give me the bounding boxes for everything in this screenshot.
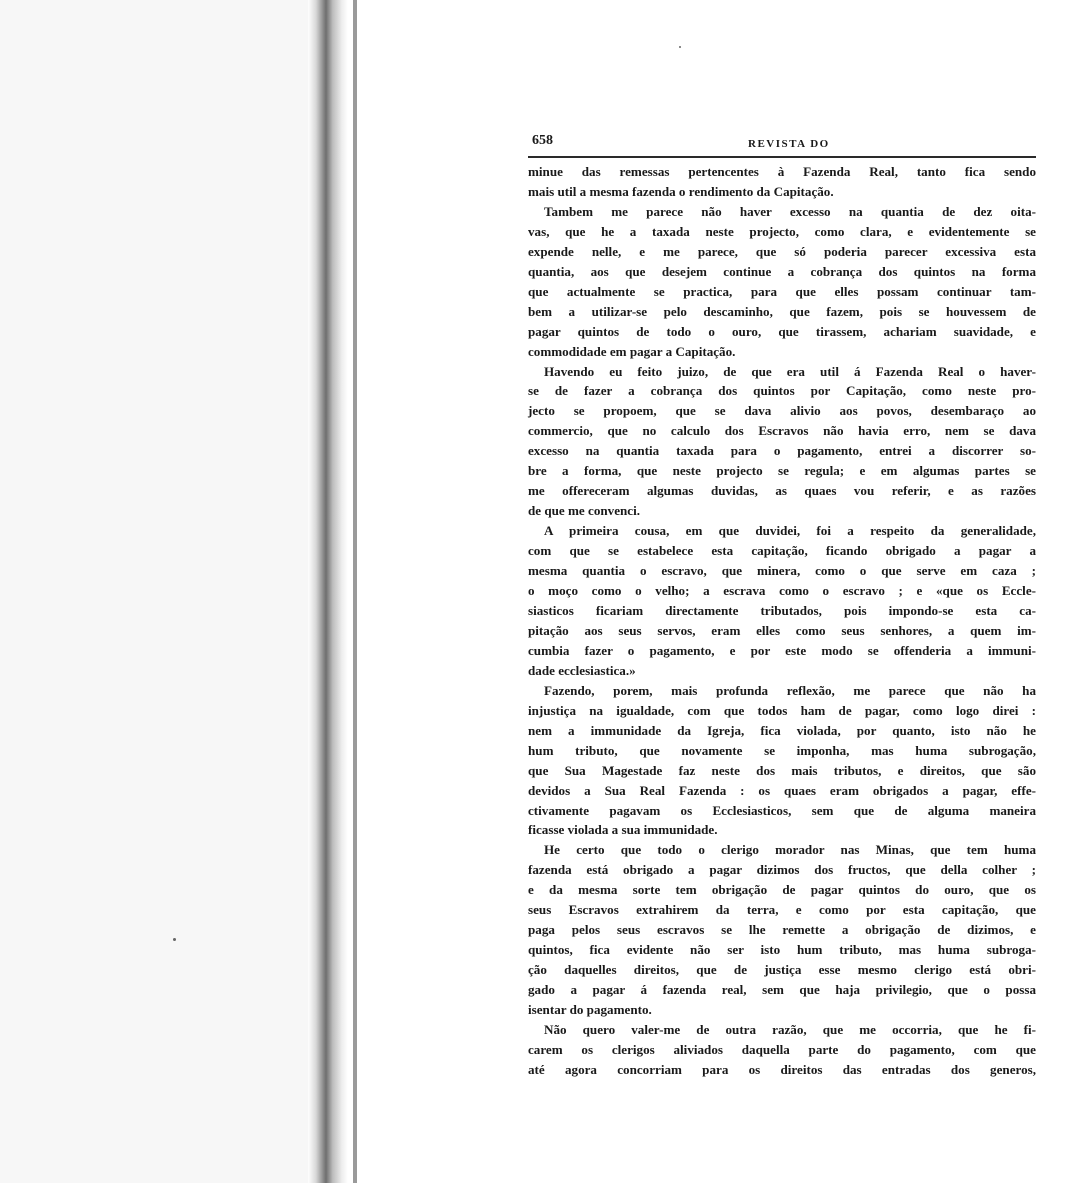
text-line: me offereceram algumas duvidas, as quaes vou referir, e as razões [528, 483, 1036, 499]
header-rule [528, 156, 1036, 158]
text-line: bem a utilizar-se pelo descaminho, que fazem, pois se houvessem de [528, 303, 1036, 319]
text-line: o moço como o velho; a escrava como o escravo ; e «que os Eccle- [528, 583, 1036, 599]
text-line: Não quero valer-me de outra razão, que me occorria, que he fi- [544, 1021, 1036, 1037]
text-line: de que me convenci. [528, 503, 641, 519]
text-line: carem os clerigos aliviados daquella parte do pagamento, com que [528, 1041, 1036, 1057]
text-line: gado a pagar á fazenda real, sem que haja privilegio, que o possa [528, 982, 1036, 998]
text-line: dade ecclesiastica.» [528, 662, 636, 678]
scan-speck [173, 938, 176, 941]
blank-left-page [0, 0, 318, 1183]
text-line: quantia, aos que desejem continue a cobrança dos quintos na forma [528, 263, 1036, 279]
text-line: seus Escravos extrahirem da terra, e como por esta capitação, que [528, 902, 1036, 918]
page-number: 658 [532, 133, 553, 148]
text-line: ção daquelles direitos, que de justiça esse mesmo clerigo está obri- [528, 962, 1036, 978]
text-line: bre a forma, que neste projecto se regula; e em algumas partes se [528, 463, 1036, 479]
text-line: minue das remessas pertencentes à Fazenda Real, tanto fica sendo [528, 164, 1036, 179]
scan-speck [679, 46, 681, 48]
text-line: cumbia fazer o pagamento, e por este modo se offenderia a immuni- [528, 642, 1036, 658]
text-line: Fazendo, porem, mais profunda reflexão, me parece que não ha [544, 682, 1036, 698]
book-gutter-shadow [308, 0, 348, 1183]
text-line: Tambem me parece não haver excesso na quantia de dez oita- [544, 203, 1036, 219]
text-line: nem a immunidade da Igreja, fica violada, por quanto, isto não he [528, 722, 1036, 738]
text-line: pitação aos seus servos, eram elles como seus senhores, a quem im- [528, 622, 1036, 638]
text-line: He certo que todo o clerigo morador nas Minas, que tem huma [544, 842, 1036, 858]
text-line: mesma quantia o escravo, que minera, como o que serve em caza ; [528, 563, 1036, 579]
text-line: e da mesma sorte tem obrigação de pagar quintos do ouro, que os [528, 882, 1036, 898]
text-line: injustiça na igualdade, com que todos ham de pagar, como logo direi : [528, 702, 1036, 718]
text-line: commodidade em pagar a Capitação. [528, 343, 736, 359]
text-line: A primeira cousa, em que duvidei, foi a respeito da generalidade, [544, 523, 1036, 539]
text-line: até agora concorriam para os direitos das entradas dos generos, [528, 1061, 1036, 1077]
text-line: Havendo eu feito juizo, de que era util á Fazenda Real o haver- [544, 363, 1036, 379]
text-line: ficasse violada a sua immunidade. [528, 822, 718, 838]
text-line: expende nelle, e me parece, que só poderia parecer excessiva esta [528, 243, 1036, 259]
journal-title: REVISTA DO [748, 138, 830, 150]
text-line: que actualmente se practica, para que elles possam continuar tam- [528, 283, 1036, 299]
text-line: vas, que he a taxada neste projecto, como clara, e evidentemente se [528, 223, 1036, 239]
text-line: ctivamente pagavam os Ecclesiasticos, sem que de alguma maneira [528, 802, 1036, 818]
text-line: excesso na quantia taxada para o pagamento, entrei a discorrer so- [528, 443, 1036, 459]
text-line: paga pelos seus escravos se lhe remette a obrigação de dizimos, e [528, 922, 1036, 938]
text-line: se de fazer a cobrança dos quintos por Capitação, como neste pro- [528, 383, 1036, 399]
text-line: fazenda está obrigado a pagar dizimos dos fructos, que della colher ; [528, 862, 1036, 878]
text-line: jecto se propoem, que se dava alivio aos povos, desembaraço ao [528, 403, 1036, 419]
text-line: hum tributo, que novamente se imponha, mas huma subrogação, [528, 742, 1036, 758]
running-head [528, 130, 1036, 156]
text-line: com que se estabelece esta capitação, ficando obrigado a pagar a [528, 543, 1036, 559]
text-line: isentar do pagamento. [528, 1002, 652, 1018]
text-line: que Sua Magestade faz neste dos mais tributos, e direitos, que são [528, 762, 1036, 778]
book-gutter-line [353, 0, 357, 1183]
text-line: devidos a Sua Real Fazenda : os quaes eram obrigados a pagar, effe- [528, 782, 1036, 798]
text-line: mais util a mesma fazenda o rendimento da Capitação. [528, 183, 834, 199]
text-line: quintos, fica evidente não ser isto hum tributo, mas huma subroga- [528, 942, 1036, 958]
text-line: pagar quintos de todo o ouro, que tirassem, achariam suavidade, e [528, 323, 1036, 339]
text-line: siasticos ficariam directamente tributados, pois impondo-se esta ca- [528, 602, 1036, 618]
document-page [528, 130, 1036, 1080]
body-text [528, 162, 1036, 1080]
text-line: commercio, que no calculo dos Escravos não havia erro, nem se dava [528, 423, 1036, 439]
